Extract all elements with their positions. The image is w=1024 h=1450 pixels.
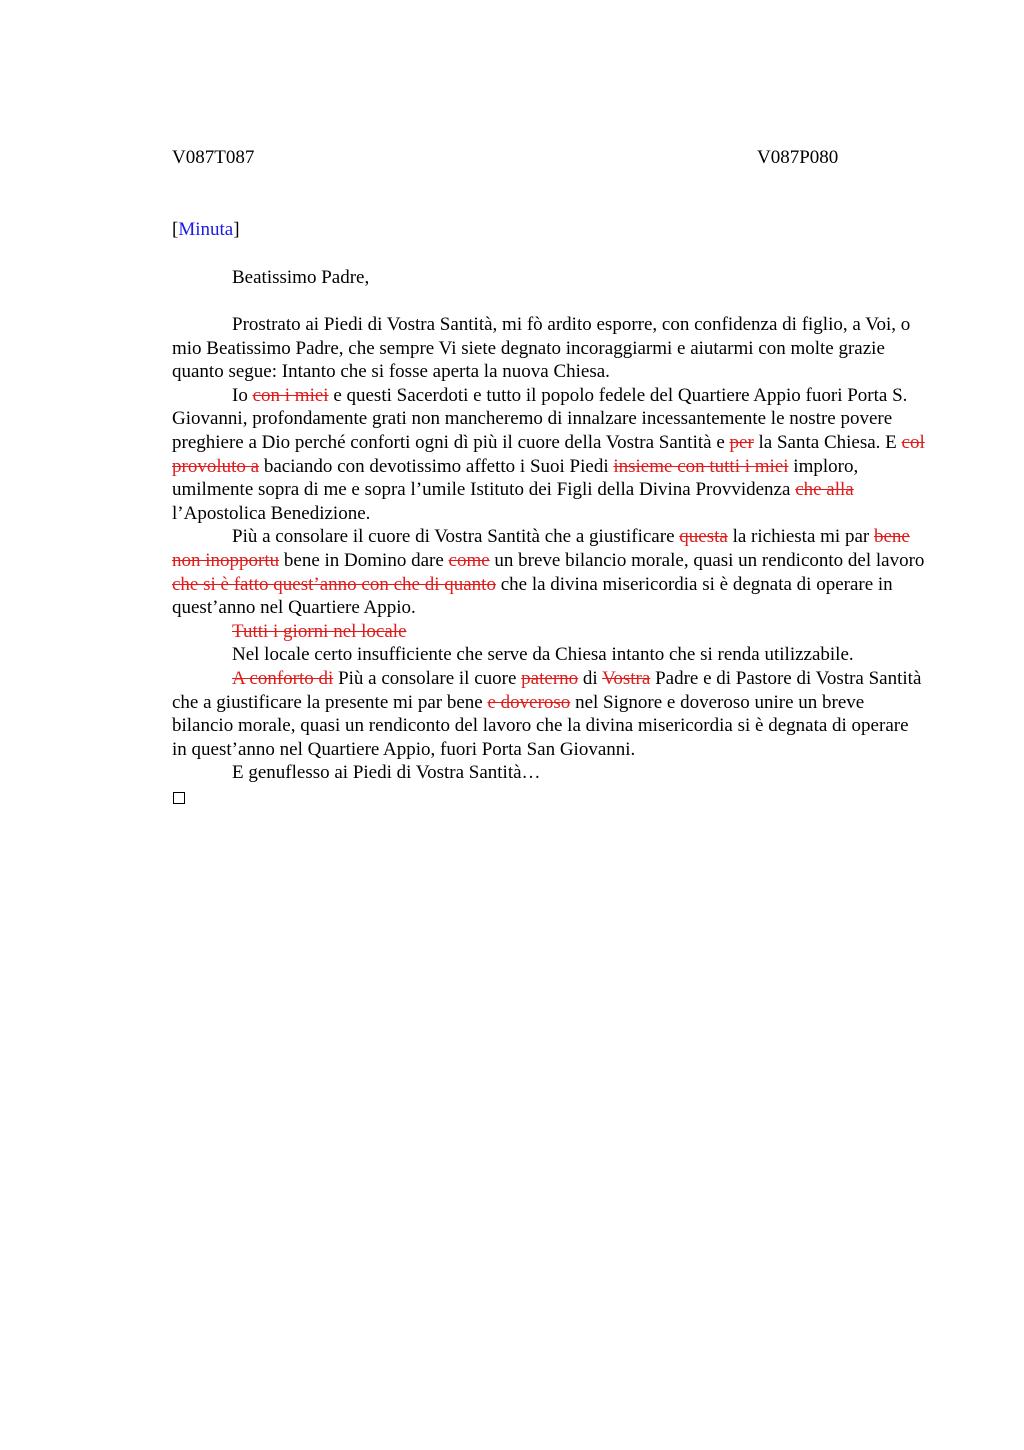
document-code-left: V087T087 bbox=[172, 147, 255, 168]
paragraph-text: E genuflesso ai Piedi di Vostra Santità… bbox=[232, 762, 541, 784]
paragraph-text: Più a consolare il cuore bbox=[333, 667, 522, 689]
deleted-text: con i miei bbox=[252, 384, 329, 406]
paragraph-text: bene in Domino dare bbox=[279, 549, 449, 571]
letter-paragraph bbox=[172, 761, 927, 785]
letter-paragraph bbox=[172, 620, 927, 644]
paragraph-text: e questi Sacerdoti e tutto il popolo fedele del Quartiere Appio fuori Porta S. Giovanni, profondamente grati non mancheremo di innalzare incessantemente le nostre povere preghiere a Dio perché conforti ogni dì più il cuore della Vostra Santità e bbox=[172, 384, 908, 453]
document-code-right: V087P080 bbox=[757, 147, 839, 168]
letter-paragraph bbox=[172, 313, 927, 384]
paragraph-text: Prostrato ai Piedi di Vostra Santità, mi fò ardito esporre, con confidenza di figlio, a Voi, o mio Beatissimo Padre, che sempre Vi siete degnato incoraggiarmi e aiutarmi con molte grazie quanto segue: Intanto che si fosse aperta la nuova Chiesa. bbox=[172, 314, 911, 383]
letter-paragraph bbox=[172, 643, 927, 667]
paragraph-text: la Santa Chiesa. E bbox=[753, 431, 902, 453]
deleted-text: come bbox=[448, 549, 490, 571]
deleted-text: che alla bbox=[795, 479, 854, 501]
letter-paragraph bbox=[172, 384, 927, 526]
deleted-text: questa bbox=[679, 526, 728, 548]
paragraph-text: Io bbox=[232, 384, 253, 406]
label-close-bracket: ] bbox=[233, 219, 240, 240]
letter-paragraph bbox=[172, 525, 927, 619]
deleted-text: paterno bbox=[521, 667, 579, 689]
deleted-text: per bbox=[729, 431, 754, 453]
paragraph-text: imploro, umilmente sopra di me e sopra l’umile Istituto dei Figli della Divina Provvidenza bbox=[172, 455, 859, 501]
document-type-label bbox=[172, 218, 240, 242]
deleted-text: e doveroso bbox=[487, 691, 571, 713]
paragraph-text: di bbox=[578, 667, 603, 689]
deleted-text: bene non inopportu bbox=[172, 526, 910, 571]
paragraph-text: che la divina misericordia si è degnata di operare in quest’anno nel Quartiere Appio. bbox=[172, 573, 893, 619]
paragraph-text: l’Apostolica Benedizione. bbox=[172, 502, 371, 524]
deleted-text: A conforto di bbox=[232, 667, 334, 689]
paragraph-text: la richiesta mi par bbox=[727, 526, 874, 548]
label-open-bracket: [ bbox=[172, 219, 179, 240]
deleted-text: Vostra bbox=[602, 667, 651, 689]
salutation: Beatissimo Padre, bbox=[232, 267, 370, 288]
paragraph-text: Più a consolare il cuore di Vostra Santità che a giustificare bbox=[232, 526, 680, 548]
paragraph-text: un breve bilancio morale, quasi un rendiconto del lavoro bbox=[489, 549, 925, 571]
deleted-text: col provoluto a bbox=[172, 431, 925, 477]
label-text: Minuta bbox=[178, 219, 234, 240]
paragraph-text: baciando con devotissimo affetto i Suoi Piedi bbox=[259, 455, 614, 477]
empty-square-icon bbox=[173, 792, 185, 804]
deleted-text: Tutti i giorni nel locale bbox=[232, 620, 407, 642]
letter-body bbox=[172, 313, 927, 785]
letter-paragraph bbox=[172, 667, 927, 761]
deleted-text: insieme con tutti i miei bbox=[613, 455, 789, 477]
deleted-text: che si è fatto quest’anno con che di quanto bbox=[172, 573, 496, 595]
paragraph-text: Nel locale certo insufficiente che serve da Chiesa intanto che si renda utilizzabile. bbox=[232, 644, 854, 666]
paragraph-text: Padre e di Pastore di Vostra Santità che a giustificare la presente mi par bene bbox=[172, 667, 922, 713]
paragraph-text: nel Signore e doveroso unire un breve bilancio morale, quasi un rendiconto del lavoro che la divina misericordia si è degnata di operare in quest’anno nel Quartiere Appio, fuori Porta San Giovanni. bbox=[172, 691, 909, 760]
